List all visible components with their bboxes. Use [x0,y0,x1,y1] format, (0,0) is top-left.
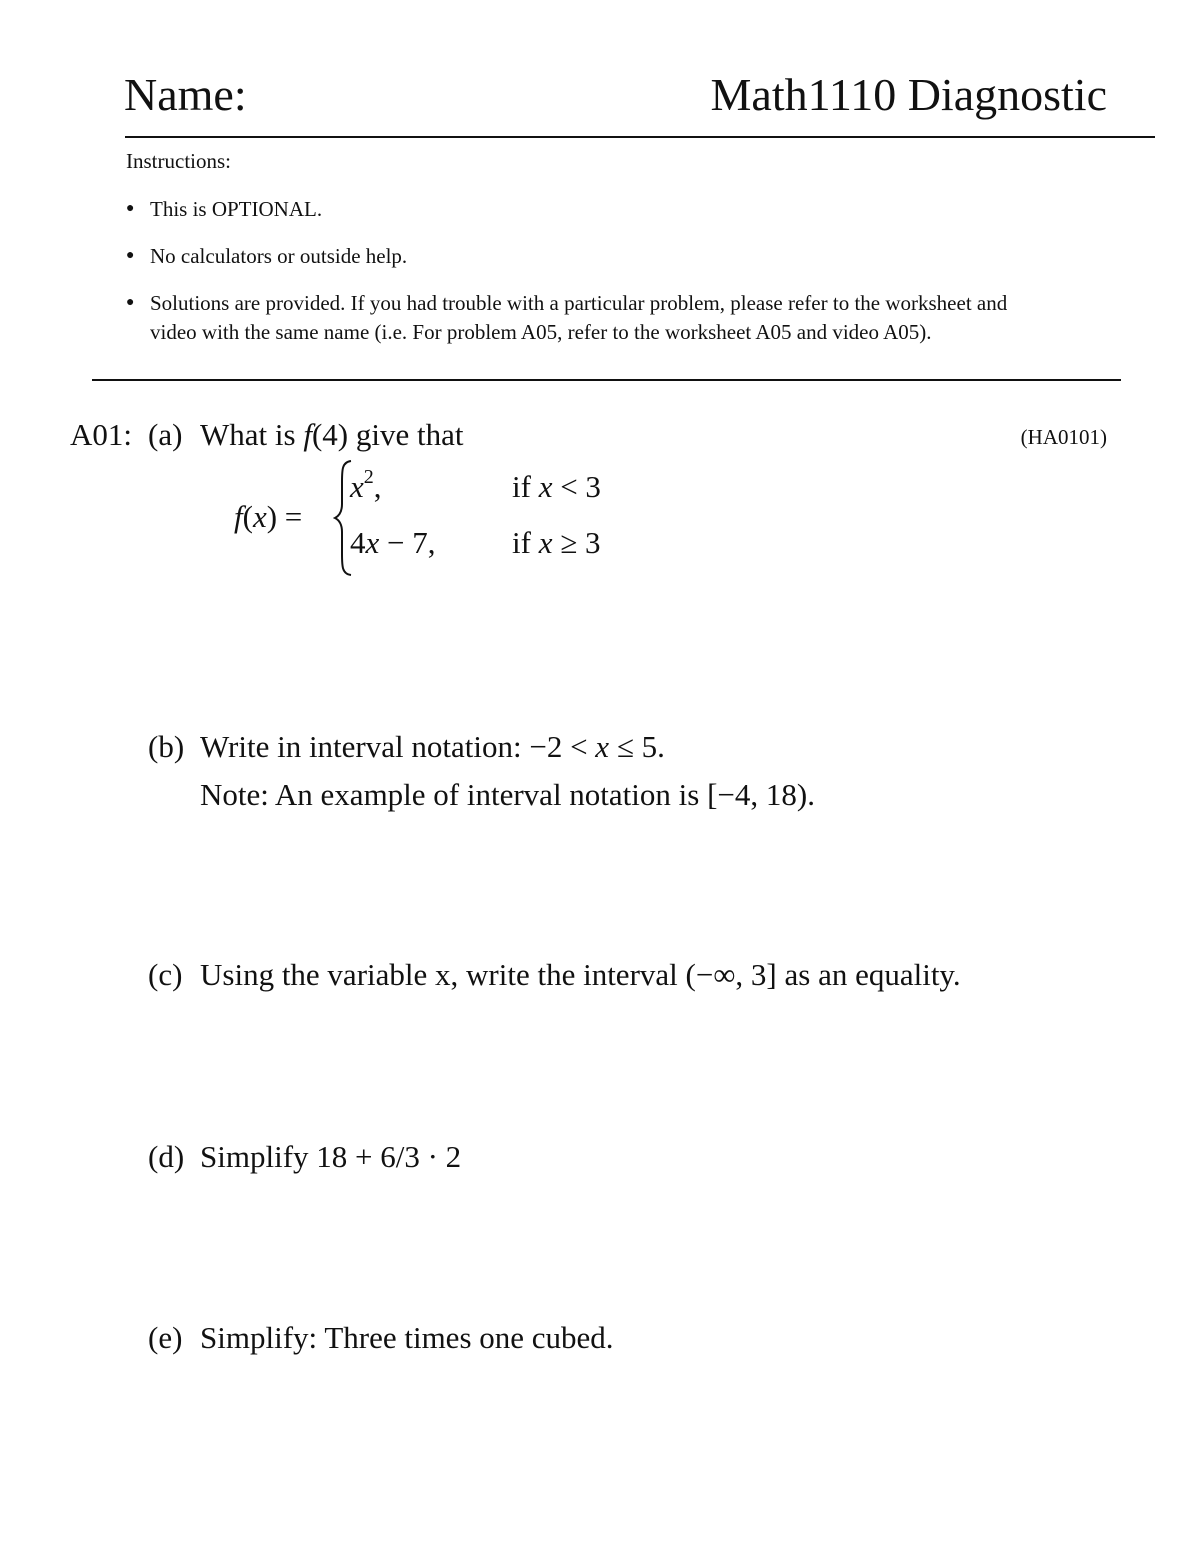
part-label: (a) [148,417,183,452]
part-label: (c) [148,957,183,992]
section-divider [92,379,1121,381]
part-e [148,1319,848,1359]
problem-id: A01: [70,417,132,452]
part-b-note: Note: An example of interval notation is [−4, 18). [200,777,815,812]
part-a-question: What is f(4) give that [200,417,464,452]
bullet-icon: ● [126,295,135,310]
instruction-text: No calculators or outside help. [150,244,408,268]
part-a [148,416,848,456]
part-label: (e) [148,1320,183,1355]
part-d-question: Simplify 18 + 6/3 · 2 [200,1139,462,1174]
instruction-text: Solutions are provided. If you had trouble with a particular problem, please refer to the worksheet and [150,291,1008,315]
instruction-text: video with the same name (i.e. For problem A05, refer to the worksheet A05 and video A05). [150,320,932,344]
case-2-expression: 4x − 7, [350,525,436,560]
case-1-condition: if x < 3 [512,469,601,504]
part-label: (b) [148,729,185,764]
case-2-condition: if x ≥ 3 [512,525,601,560]
bullet-icon: ● [126,201,135,216]
part-c-question: Using the variable x, write the interval (−∞, 3] as an equality. [200,957,961,992]
bullet-icon: ● [126,248,135,263]
instruction-continuation [150,318,931,347]
part-e-question: Simplify: Three times one cubed. [200,1320,614,1355]
part-c [148,956,1098,996]
name-label: Name: [124,69,247,120]
problem-code: (HA0101) [1020,425,1107,449]
piecewise-lhs: f(x) = [234,499,303,534]
instructions-list [126,0,1126,380]
part-b [148,728,1048,818]
instructions-heading: Instructions: [126,149,231,173]
case-1-expression: $x^2$, [350,466,382,504]
part-b-question: Write in interval notation: −2 < x ≤ 5. [200,729,665,764]
part-label: (d) [148,1139,185,1174]
document-title: Math1110 Diagnostic [710,69,1107,120]
part-d [148,1138,848,1178]
instruction-text: This is OPTIONAL. [150,197,323,221]
